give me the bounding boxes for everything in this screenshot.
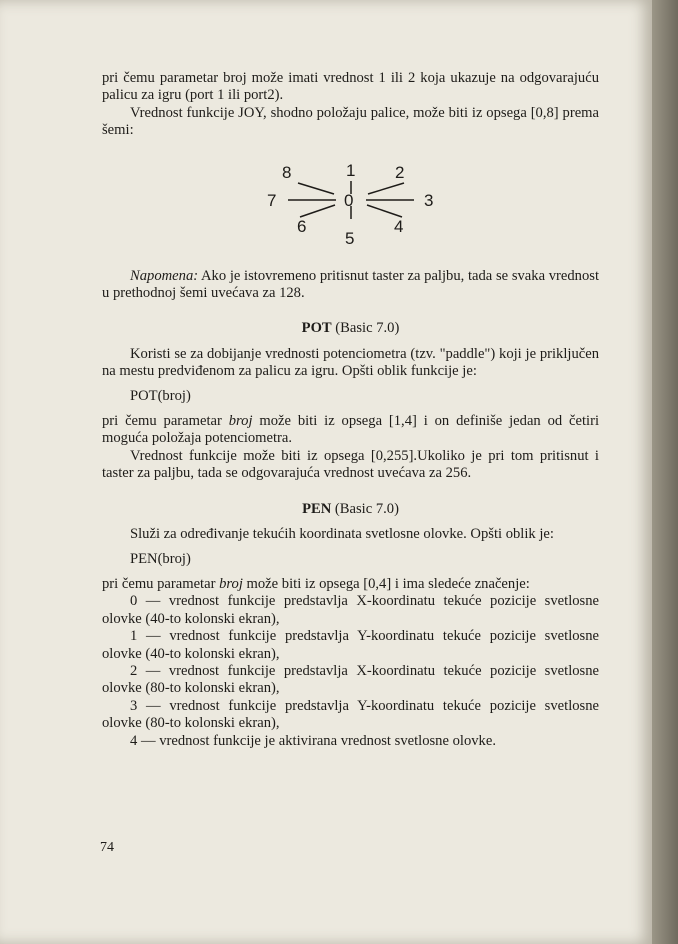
pot-parameter-paragraph: [102, 413, 599, 448]
label-left: 7: [267, 190, 277, 210]
joy-note: [102, 268, 599, 303]
joystick-direction-diagram: [102, 148, 599, 250]
pot-description: Koristi se za dobijanje vrednosti potenciometra (tzv. "paddle") koji je priključen na mestu predviđenom za palicu za igru. Opšti oblik funkcije je:: [102, 345, 599, 380]
pen-parameter-paragraph: [102, 576, 599, 593]
pen-item-4: 4 — vrednost funkcije je aktivirana vrednost svetlosne olovke.: [130, 732, 496, 749]
pot-heading: [102, 320, 599, 337]
pen-syntax: PEN(broj): [130, 550, 191, 567]
pot-p2-param: broj: [228, 413, 253, 430]
pen-item-2: 2 — vrednost funkcije predstavlja X-koordinatu tekuće pozicije svetlosne olovke (80-to kolonski ekran),: [102, 662, 599, 697]
label-down-left: 6: [297, 216, 307, 236]
pen-heading: [102, 501, 599, 518]
note-text: Ako je istovremeno pritisnut taster za paljbu, tada se svaka vrednost u prethodnoj šemi uvećava za 128.: [102, 267, 599, 302]
pen-title: PEN: [302, 500, 332, 517]
label-up-left: 8: [282, 162, 292, 182]
pen-item-3: 3 — vrednost funkcije predstavlja Y-koordinatu tekuće pozicije svetlosne olovke (80-to kolonski ekran),: [102, 697, 599, 732]
pot-p2-end: može biti iz opsega [1,4] i on definiše jedan od četiri moguća položaja potenciometra.: [102, 413, 599, 447]
pen-p2-start: pri čemu parametar: [102, 575, 220, 592]
pen-p2-param: broj: [219, 575, 243, 592]
label-right: 3: [424, 190, 434, 210]
book-spine: [652, 0, 678, 944]
pot-title: POT: [301, 320, 332, 337]
line-down-right: [367, 205, 402, 217]
pot-subtitle: (Basic 7.0): [331, 320, 400, 337]
label-up: 1: [346, 160, 356, 180]
pen-subtitle: (Basic 7.0): [331, 500, 399, 517]
line-up-right: [368, 183, 404, 194]
label-up-right: 2: [395, 162, 405, 182]
pen-item-1: 1 — vrednost funkcije predstavlja Y-koordinatu tekuće pozicije svetlosne olovke (40-to kolonski ekran),: [102, 628, 599, 662]
pot-range-paragraph: Vrednost funkcije može biti iz opsega [0,255].Ukoliko je pri tom pritisnut i taster za paljbu, tada se odgovarajuća vrednost uvećava za 256.: [102, 447, 599, 482]
note-label: Napomena:: [130, 267, 199, 284]
page-number: 74: [100, 840, 114, 855]
line-down-left: [300, 205, 335, 217]
pen-p2-end: može biti iz opsega [0,4] i ima sledeće značenje:: [242, 575, 530, 592]
joy-parameter-paragraph: pri čemu parametar broj može imati vrednost 1 ili 2 koja ukazuje na odgovarajuću palicu za igru (port 1 ili port2).: [102, 70, 599, 104]
label-down-right: 4: [394, 216, 404, 236]
line-up-left: [298, 183, 334, 194]
page-body: [102, 70, 599, 750]
label-down: 5: [345, 228, 355, 248]
pen-item-0: 0 — vrednost funkcije predstavlja X-koordinatu tekuće pozicije svetlosne olovke (40-to kolonski ekran),: [102, 593, 599, 627]
joy-range-paragraph: Vrednost funkcije JOY, shodno položaju palice, može biti iz opsega [0,8] prema šemi:: [102, 104, 599, 139]
pot-p2-start: pri čemu parametar: [102, 413, 229, 430]
pen-description: Služi za određivanje tekućih koordinata svetlosne olovke. Opšti oblik je:: [130, 526, 554, 543]
label-center: 0: [344, 190, 354, 210]
pot-syntax: POT(broj): [130, 387, 191, 404]
